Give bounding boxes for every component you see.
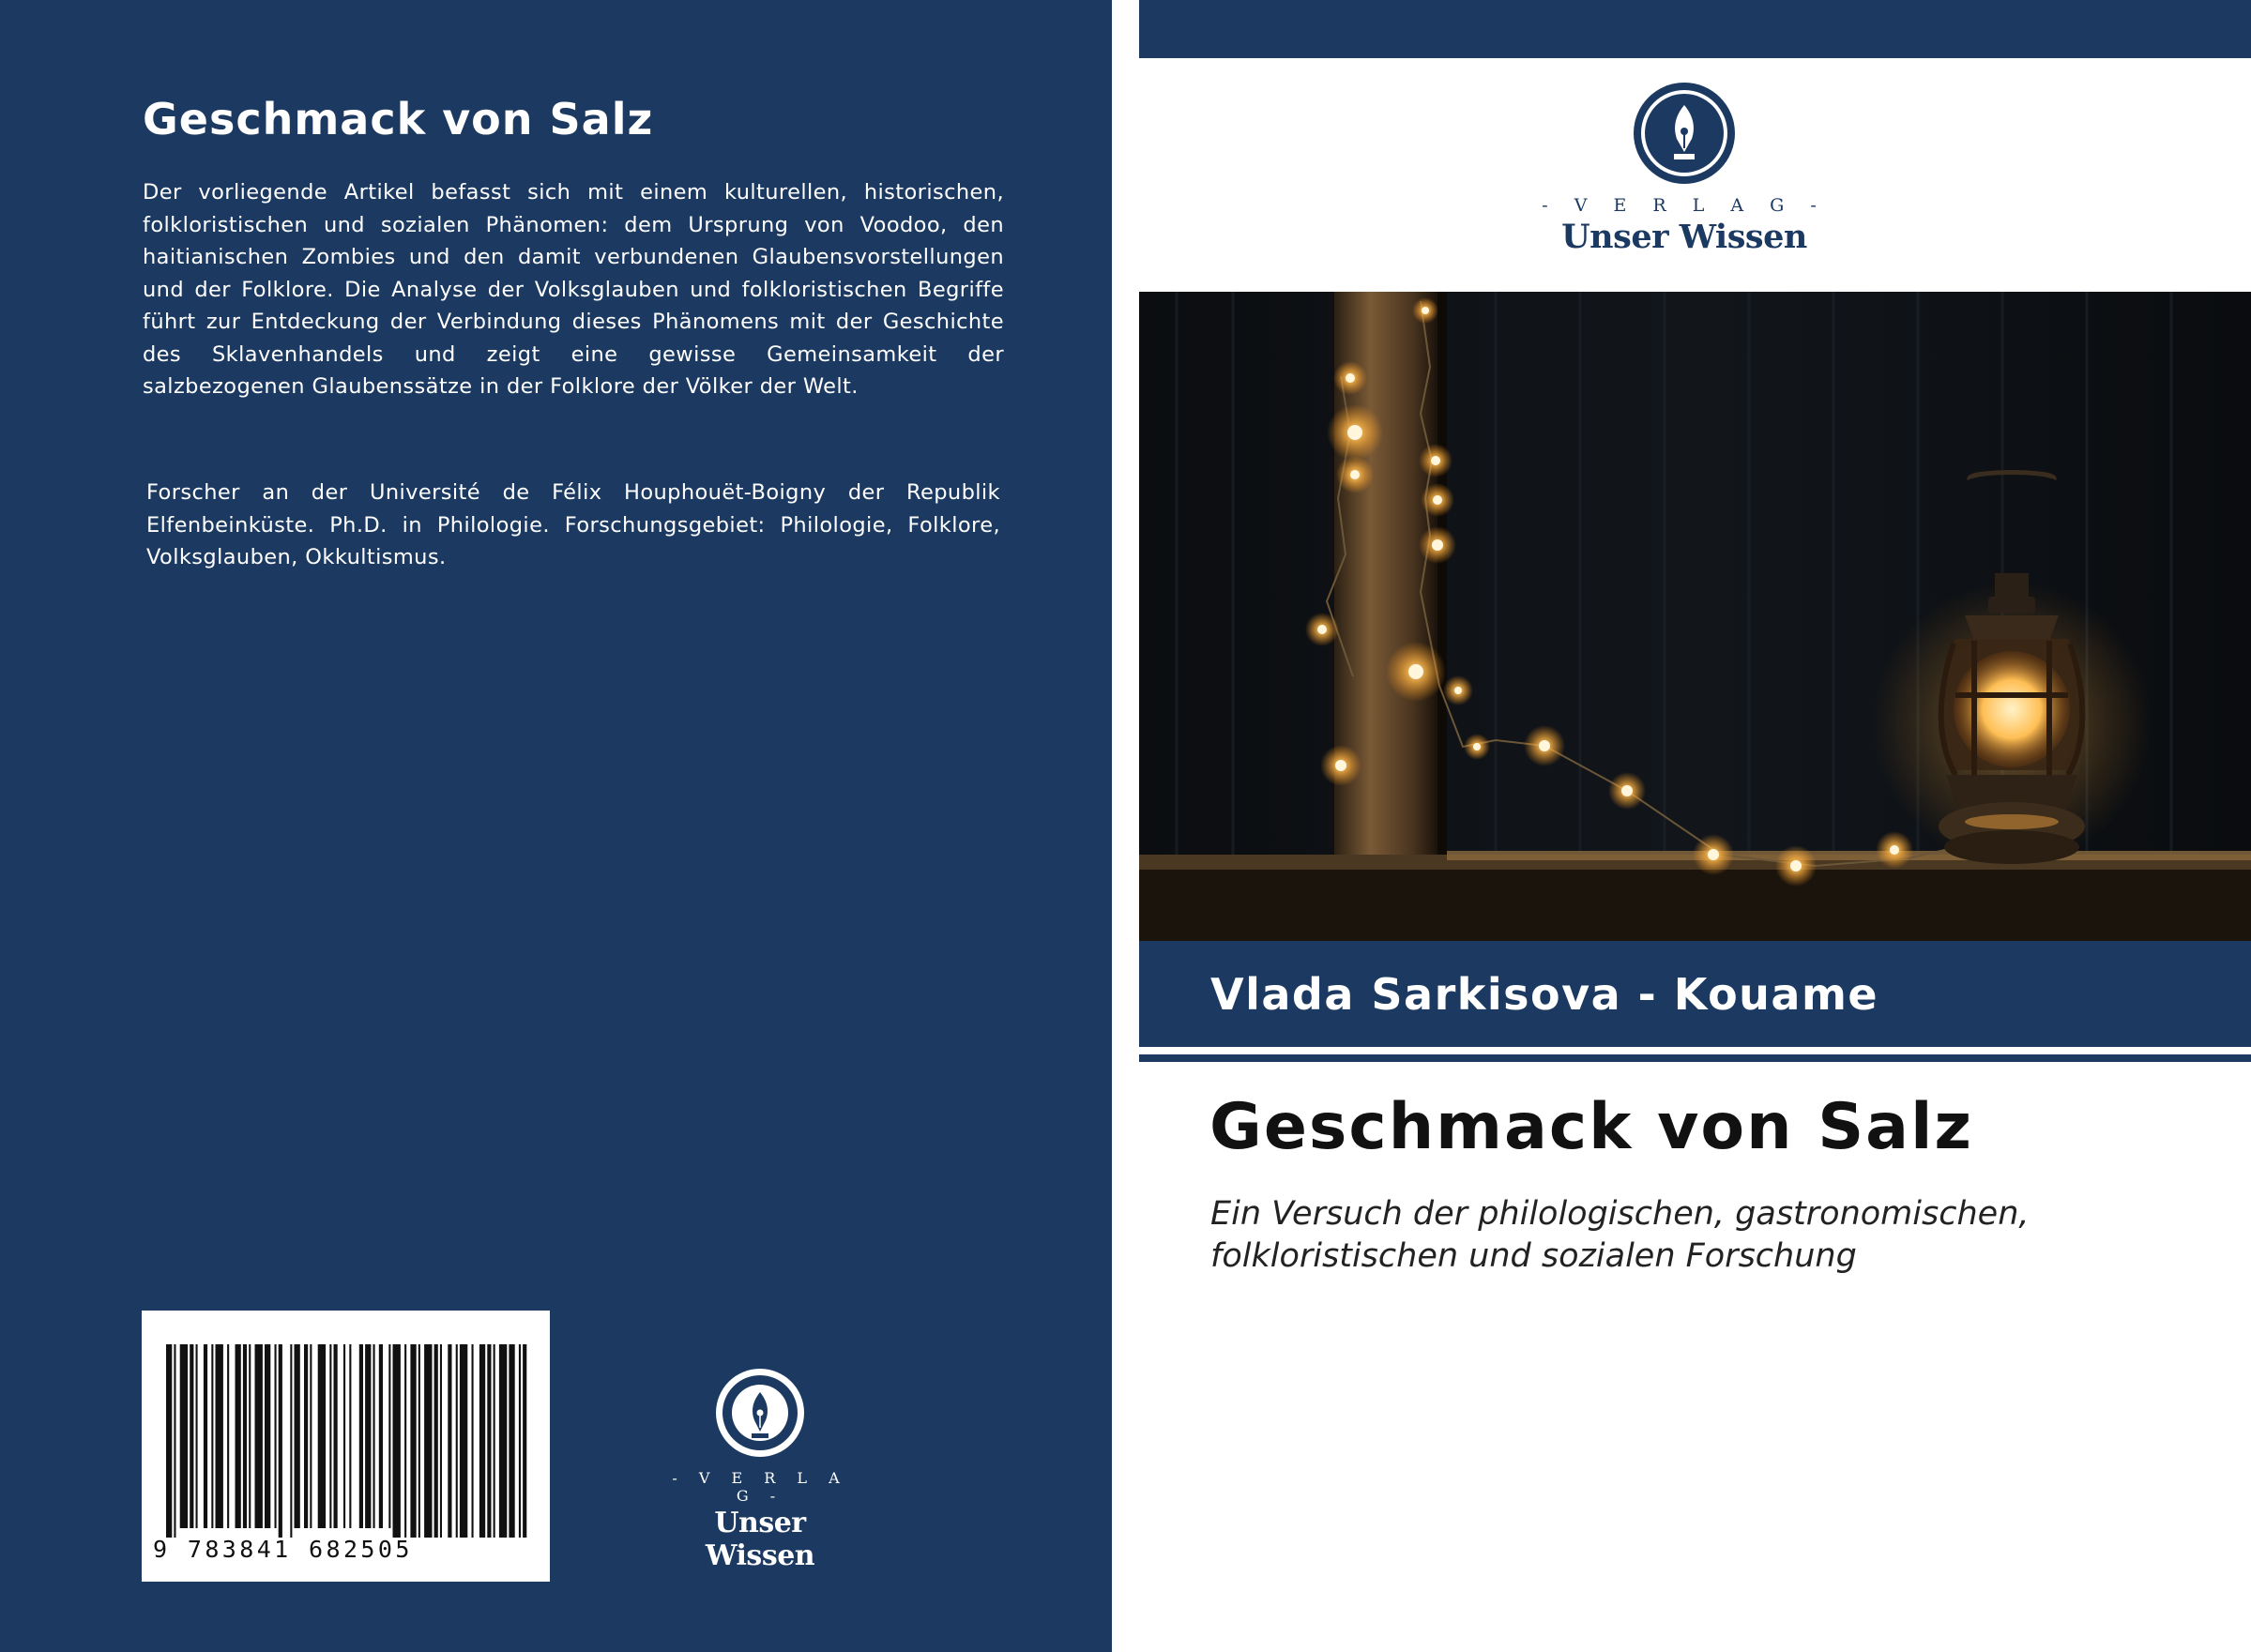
barcode-bar — [448, 1344, 451, 1538]
barcode-bar — [255, 1344, 263, 1528]
barcode-bar — [249, 1344, 251, 1528]
barcode-bar — [174, 1344, 175, 1538]
barcode-bar — [304, 1344, 308, 1528]
barcode-bar — [279, 1344, 282, 1538]
spine-gap — [1112, 0, 1139, 1652]
front-publisher-logo — [1529, 81, 1839, 259]
front-publisher-label: - V E R L A G - — [1542, 195, 1827, 216]
barcode-bar — [349, 1344, 351, 1528]
barcode-bar — [519, 1344, 521, 1538]
barcode-bar — [509, 1344, 514, 1538]
barcode-bar — [329, 1344, 331, 1528]
barcode-bar — [216, 1344, 223, 1528]
author-bio: Forscher an der Université de Félix Houphouët-Boigny der Republik Elfenbeinküste. Ph.D. in Philologie. Forschungsgebiet: Philologie, Folklore, Volksglauben, Okkultismus. — [146, 480, 1000, 569]
front-top-bar — [1139, 0, 2251, 58]
cover-photo-lantern — [1139, 292, 2251, 941]
barcode-bar — [373, 1344, 375, 1528]
author-band — [1139, 941, 2251, 1047]
barcode-bar — [434, 1344, 438, 1538]
barcode-bar — [365, 1344, 371, 1528]
back-cover-title: Geschmack von Salz — [143, 94, 654, 144]
barcode-bar — [227, 1344, 229, 1528]
author-name: Vlada Sarkisova - Kouame — [1210, 969, 1879, 1020]
divider-rule — [1139, 1054, 2251, 1062]
barcode-bar — [166, 1344, 172, 1538]
barcode-bars — [142, 1311, 550, 1545]
barcode — [142, 1311, 550, 1582]
front-cover-title: Geschmack von Salz — [1209, 1090, 1973, 1164]
barcode-bar — [487, 1344, 491, 1538]
barcode-bar — [499, 1344, 507, 1538]
fountain-pen-nib-icon — [1632, 81, 1737, 186]
barcode-bar — [190, 1344, 193, 1528]
barcode-bar — [460, 1344, 467, 1538]
barcode-bar — [456, 1344, 458, 1538]
barcode-bar — [472, 1344, 474, 1538]
barcode-bar — [404, 1344, 406, 1538]
front-publisher-name: Unser Wissen — [1561, 218, 1807, 256]
barcode-bar — [290, 1344, 292, 1538]
barcode-bar — [393, 1344, 401, 1538]
barcode-bar — [410, 1344, 416, 1538]
barcode-bar — [359, 1344, 363, 1528]
back-cover — [0, 0, 1112, 1652]
barcode-bar — [388, 1344, 390, 1528]
back-publisher-label: - V E R L A G - — [672, 1469, 848, 1505]
fountain-pen-nib-icon — [713, 1366, 807, 1460]
barcode-bar — [318, 1344, 326, 1528]
isbn-number: 9 783841 682505 — [153, 1536, 413, 1563]
barcode-bar — [343, 1344, 345, 1528]
barcode-bar — [440, 1344, 442, 1538]
back-cover-description: Der vorliegende Artikel befasst sich mit einem kulturellen, historischen, folkloristischen und sozialen Phänomen: dem Ursprung von Voodoo, den haitianischen Zombies und den damit verbundenen Glaubensvorstellungen und der Folklore. Die Analyse der Volksglauben und folkloristischen Begriffe führt zur Entdeckung der Verbindung dieses Phänomens mit der Geschichte des Sklavenhandels und zeigt eine gewisse Gemeinsamkeit der salzbezogenen Glaubenssätze in der Folklore der Völker der Welt. — [143, 180, 1004, 399]
barcode-bar — [379, 1344, 383, 1528]
back-publisher-name: Unser Wissen — [705, 1507, 815, 1572]
barcode-bar — [523, 1344, 526, 1538]
barcode-bar — [236, 1344, 241, 1528]
barcode-bar — [265, 1344, 270, 1528]
barcode-bar — [204, 1344, 207, 1528]
barcode-bar — [180, 1344, 188, 1528]
barcode-bar — [295, 1344, 300, 1528]
barcode-bar — [196, 1344, 198, 1528]
barcode-bar — [479, 1344, 485, 1538]
barcode-bar — [418, 1344, 420, 1538]
barcode-bar — [310, 1344, 312, 1528]
back-publisher-logo — [657, 1366, 863, 1572]
barcode-bar — [334, 1344, 338, 1528]
barcode-bar — [424, 1344, 432, 1538]
front-cover-subtitle: Ein Versuch der philologischen, gastronomischen, folkloristischen und sozialen Forschung — [1210, 1195, 2030, 1275]
barcode-bar — [275, 1344, 277, 1528]
lantern-fairy-lights-image — [1139, 292, 2251, 941]
barcode-bar — [211, 1344, 213, 1528]
barcode-bar — [243, 1344, 247, 1528]
barcode-bar — [494, 1344, 495, 1538]
